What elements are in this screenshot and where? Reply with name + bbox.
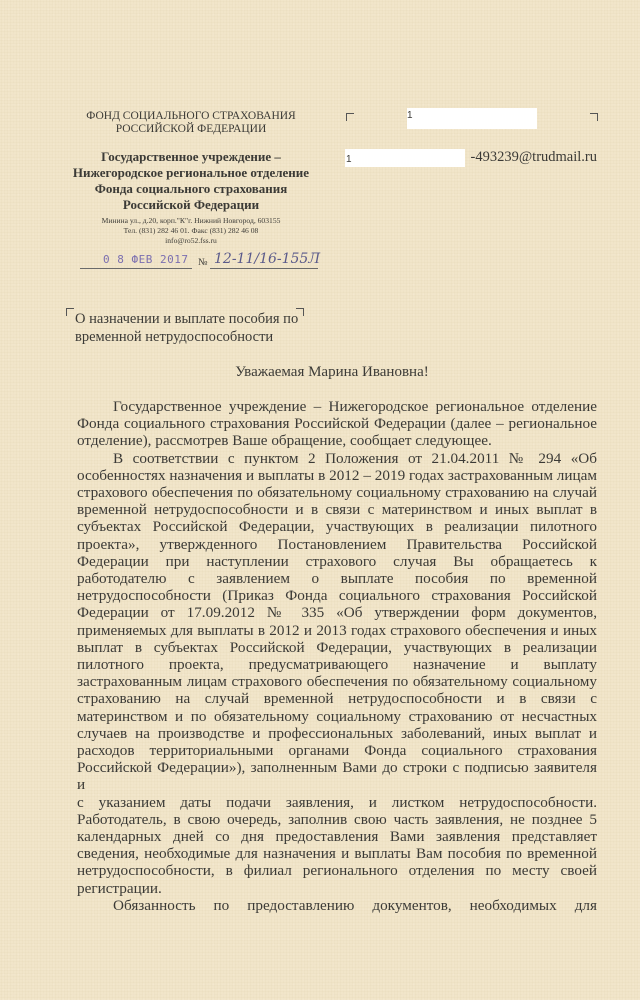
body-line: нетрудоспособности (Приказ Фонда социального страхования Российской (77, 587, 597, 605)
recipient-line-prefix: 1 (407, 110, 413, 121)
greeting: Уважаемая Марина Ивановна! (235, 364, 429, 380)
body-line: пилотного проекта, предусматривающего назначение и выплату (77, 656, 597, 674)
body-line: случаев на производстве и профессиональных заболеваний, иных выплат и (77, 724, 597, 742)
redacted-email (345, 149, 465, 167)
body-line: регистрации. (77, 879, 162, 897)
corner-mark-top-right (590, 113, 598, 121)
number-label: № (198, 257, 208, 268)
body-line: временной нетрудоспособности и в связи с материнством и иных выплат в (77, 501, 597, 519)
body-line: страхованию на случай временной нетрудоспособности и в связи с (77, 690, 597, 708)
corner-mark-top-left (346, 113, 354, 121)
body-line: Фонда социального страхования Российской Федерации (далее – региональное (77, 415, 597, 433)
org-address: Минина ул., д.20, корп."К"г. Нижний Новгород, 603155 Тел. (831) 282 46 01. Факс (831) 282 46 08 info@ro52.fss.ru (101, 216, 281, 245)
number-underline (210, 268, 318, 269)
body-line: Федерации при наступлении страхового случая Вы обращаетесь к (77, 552, 597, 570)
body-line: календарных дней со дня предоставления Вами заявления представляет (77, 828, 597, 846)
body-line: Обязанность по предоставлению документов, необходимых для (113, 896, 597, 914)
body-line: В соответствии с пунктом 2 Положения от 21.04.2011 № 294 «Об (113, 449, 597, 467)
date-stamp: 0 8 ФЕВ 2017 (103, 253, 189, 266)
body-line: особенностях назначения и выплаты в 2012 – 2019 годах застрахованным лицам (77, 466, 597, 484)
registration-number: 12-11/16-155Л (214, 251, 321, 267)
body-line: застрахованным лицам страхового обеспечения по обязательному социальному (77, 673, 597, 691)
redacted-recipient-name (407, 108, 537, 129)
body-line: субъектах Российской Федерации, участвующих в реализации пилотного (77, 518, 597, 536)
recipient-email: -493239@trudmail.ru (470, 149, 597, 165)
org-name-caps: ФОНД СОЦИАЛЬНОГО СТРАХОВАНИЯ РОССИЙСКОЙ ФЕДЕРАЦИИ (86, 110, 296, 135)
body-line: Федерации от 17.09.2012 № 335 «Об утверждении форм документов, (77, 604, 597, 622)
subject-corner-left (66, 308, 74, 316)
letter-body (77, 398, 597, 914)
letter-subject: О назначении и выплате пособия по временной нетрудоспособности (75, 311, 299, 345)
body-line: с указанием даты подачи заявления, и листком нетрудоспособности. (77, 793, 597, 811)
body-line: расходов территориальными органами Фонда социального страхования (77, 742, 597, 760)
body-line: Работодатель, в свою очередь, заполнив свою часть заявления, не позднее 5 (77, 810, 597, 828)
body-line: проекта», утвержденного Постановлением Правительства Российской (77, 535, 597, 553)
body-line: нетрудоспособности, в филиал регионального отделения по месту своей (77, 862, 597, 880)
body-line: Российской Федерации»), заполненным Вами до строки с подписью заявителя и (77, 759, 597, 794)
body-line: материнством и по обязательному социальному страхованию от несчастных (77, 707, 597, 725)
body-line: отделение), рассмотрев Ваше обращение, сообщает следующее. (77, 432, 492, 450)
org-name-bold: Государственное учреждение – Нижегородское региональное отделение Фонда социального страхования Российской Федерации (72, 149, 310, 212)
body-line: страхового обеспечения по обязательному социальному страхованию на случай (77, 484, 597, 502)
body-line: сведения, необходимые для назначения и выплаты Вам пособия по временной (77, 845, 597, 863)
date-underline (80, 268, 192, 269)
body-line: выплат в субъектах Российской Федерации, участвующих в реализации (77, 638, 597, 656)
email-prefix: 1 (346, 154, 352, 165)
body-line: работодателю с заявлением о выплате пособия по временной (77, 570, 597, 588)
body-line: применяемых для выплаты в 2012 и 2013 годах страхового обеспечения и иных (77, 621, 597, 639)
body-line: Государственное учреждение – Нижегородское региональное отделение (113, 398, 597, 415)
